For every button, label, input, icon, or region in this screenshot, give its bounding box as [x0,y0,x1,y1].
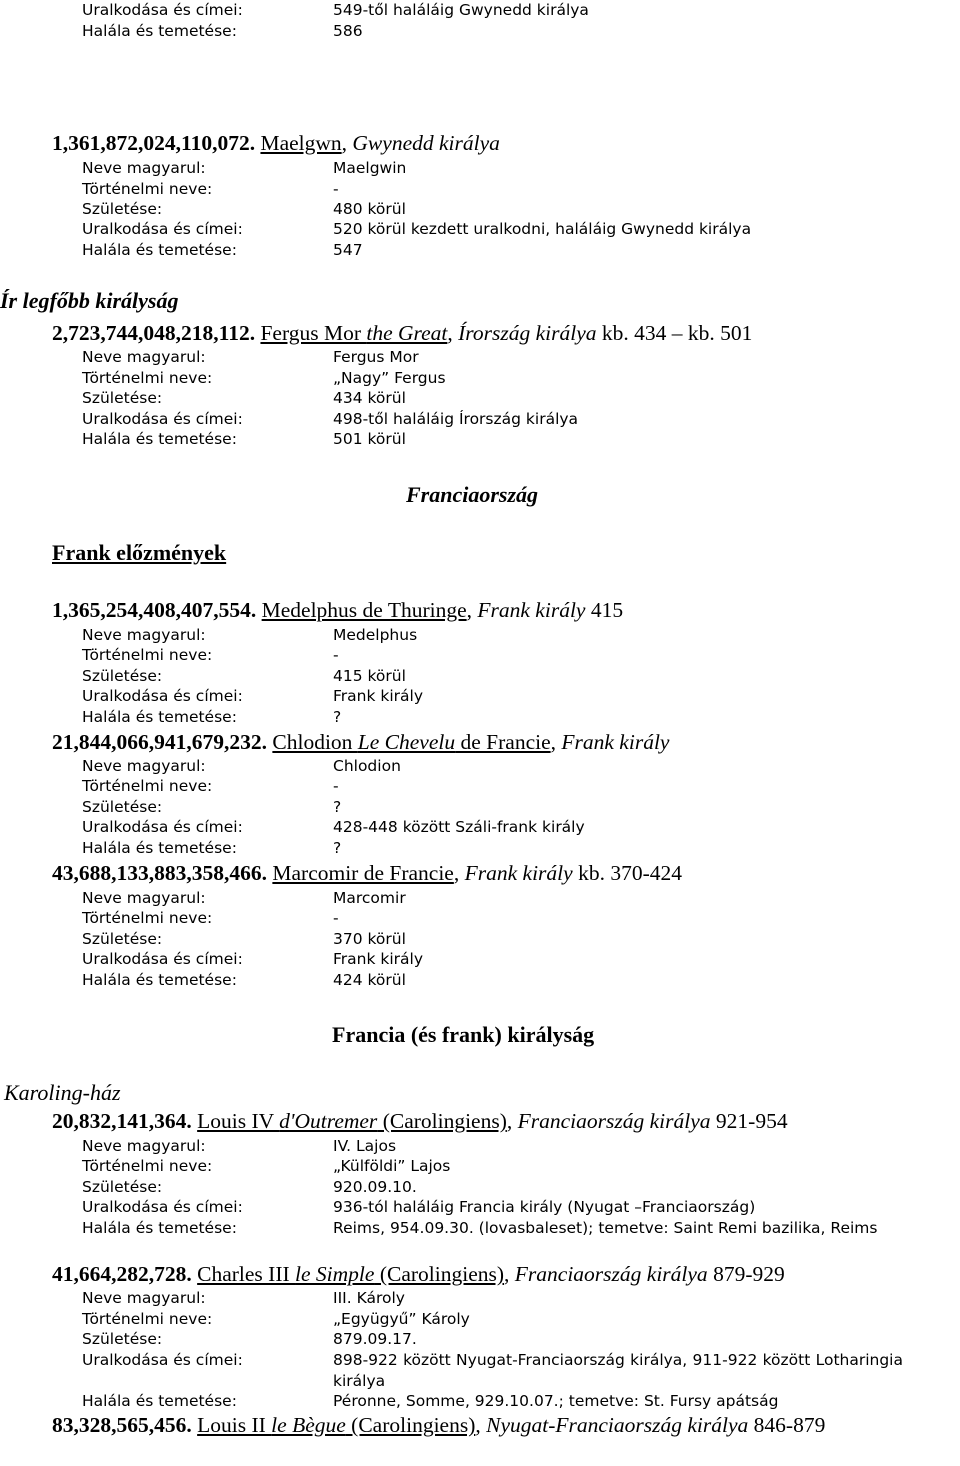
separator: , [506,1109,518,1133]
field-row-reign [82,409,942,430]
field-value: 434 körül [333,389,406,407]
separator: , [466,598,478,622]
person-epithet: d'Outremer [279,1109,378,1133]
field-label: Születése: [82,667,163,685]
person-link[interactable] [272,730,550,754]
field-label: Történelmi neve: [82,369,213,387]
field-value: Reims, 954.09.30. (lovasbaleset); temetve: Saint Remi bazilika, Reims [333,1219,878,1237]
field-row-name [82,1288,942,1309]
field-label: Halála és temetése: [82,1392,237,1410]
field-value: 498-től haláláig Írország királya [333,410,579,428]
field-label: Történelmi neve: [82,180,213,198]
person-epithet: the Great [366,321,448,345]
entry-heading [52,1108,952,1134]
field-label: Születése: [82,200,163,218]
field-label: Neve magyarul: [82,889,206,907]
field-row-name [82,756,942,777]
field-label: Halála és temetése: [82,1219,237,1237]
person-title: Franciaország királya [517,1109,711,1133]
person-title: Franciaország királya [514,1262,708,1286]
field-value: - [333,777,339,795]
field-row-reign [82,686,942,707]
field-label: Történelmi neve: [82,1157,213,1175]
person-dates: 846-879 [748,1413,826,1437]
field-value: Maelgwin [333,159,407,177]
separator: , [550,730,562,754]
field-value: III. Károly [333,1289,405,1307]
field-label: Születése: [82,389,163,407]
field-row-death [82,707,942,728]
field-label: Neve magyarul: [82,348,206,366]
person-dates: kb. 434 – kb. 501 [596,321,753,345]
field-label: Történelmi neve: [82,909,213,927]
person-title: Nyugat-Franciaország királya [486,1413,749,1437]
section-heading-francia-kiralysag: Francia (és frank) királyság [332,1022,595,1047]
field-row-death [82,1218,942,1260]
person-link-house: de Francie [455,730,551,754]
field-row-death [82,240,942,261]
field-row-historical [82,645,942,666]
field-label: Neve magyarul: [82,757,206,775]
field-row-birth [82,1177,942,1198]
separator: , [475,1413,487,1437]
entry-number: 43,688,133,883,358,466. [52,861,267,885]
field-value: IV. Lajos [333,1137,397,1155]
field-row-birth [82,666,942,687]
separator: , [341,131,353,155]
field-row-reign [82,1350,942,1392]
field-value: 549-től haláláig Gwynedd királya [333,1,589,19]
field-label: Uralkodása és címei: [82,818,243,836]
field-label: Neve magyarul: [82,1137,206,1155]
field-value: 879.09.17. [333,1330,417,1348]
field-value: 586 [333,22,363,40]
person-link-name: Fergus Mor [260,321,367,345]
field-value: Péronne, Somme, 929.10.07.; temetve: St. Fursy apátság [333,1392,779,1410]
field-label: Születése: [82,798,163,816]
person-link[interactable] [197,1413,475,1437]
field-row-name [82,888,942,909]
field-row-birth [82,929,942,950]
field-row-reign [82,219,942,240]
entry-heading [52,320,952,346]
field-row-historical [82,368,942,389]
field-label: Uralkodása és címei: [82,410,243,428]
separator: , [504,1262,515,1286]
field-row-death [82,970,942,991]
person-link[interactable]: Marcomir de Francie [272,861,454,885]
field-value: ? [333,839,342,857]
field-value: 920.09.10. [333,1178,417,1196]
field-row-reign [82,1197,942,1218]
field-label: Uralkodása és címei: [82,1198,243,1216]
field-value: 501 körül [333,430,406,448]
field-value: Medelphus [333,626,418,644]
field-value: - [333,646,339,664]
separator: , [447,321,459,345]
field-label: Neve magyarul: [82,1289,206,1307]
entry-heading [52,860,952,886]
field-label: Uralkodása és címei: [82,950,243,968]
person-link[interactable]: Maelgwn [260,131,342,155]
field-row-death [82,1391,942,1412]
person-link-name: Louis IV [197,1109,280,1133]
field-label: Történelmi neve: [82,1310,213,1328]
person-link-name: Charles III [197,1262,296,1286]
field-value: - [333,180,339,198]
field-value: „Nagy” Fergus [333,369,446,387]
field-value: „Együgyű” Károly [333,1310,470,1328]
field-row-birth [82,199,942,220]
field-label: Uralkodása és címei: [82,687,243,705]
field-value: 520 körül kezdett uralkodni, haláláig Gwynedd királya [333,220,752,238]
separator: , [453,861,465,885]
person-title: Frank király [477,598,586,622]
field-value: 936-tól haláláig Francia király (Nyugat –Franciaország) [333,1198,756,1216]
field-label: Uralkodása és címei: [82,1,243,19]
field-value: 424 körül [333,971,406,989]
person-epithet: le Bègue [271,1413,346,1437]
person-epithet: le Simple [295,1262,375,1286]
field-label: Neve magyarul: [82,626,206,644]
person-title: Frank király [464,861,573,885]
field-value: 480 körül [333,200,406,218]
field-label: Történelmi neve: [82,777,213,795]
field-row-name [82,1136,942,1157]
field-label: Halála és temetése: [82,241,237,259]
section-heading-karoling: Karoling-ház [4,1080,121,1105]
field-label: Történelmi neve: [82,646,213,664]
field-row-reign [82,817,942,838]
field-row-name [82,158,942,179]
field-value: Chlodion [333,757,401,775]
field-row-reign [82,949,942,970]
section-heading-franciaorszag: Franciaország [406,482,539,507]
entry-number: 83,328,565,456. [52,1413,192,1437]
field-value: 898-922 között Nyugat-Franciaország királya, 911-922 között Lotharingia királya [333,1351,903,1390]
field-label: Születése: [82,1330,163,1348]
field-label: Születése: [82,930,163,948]
entry-heading [52,130,952,156]
person-dates: 879-929 [707,1262,785,1286]
person-link-house: (Carolingiens) [377,1109,507,1133]
field-value: Marcomir [333,889,406,907]
entry-heading [52,729,952,755]
field-row-historical [82,908,942,929]
entry-number: 21,844,066,941,679,232. [52,730,267,754]
field-row-death [82,429,942,450]
person-title: Frank király [561,730,670,754]
entry-heading [52,1261,952,1287]
person-link[interactable]: Medelphus de Thuringe [261,598,467,622]
field-row-historical [82,1309,942,1330]
person-link-house: (Carolingiens) [345,1413,476,1437]
field-row-reign [82,0,942,21]
field-row-historical [82,776,942,797]
field-row-name [82,347,942,368]
field-row-birth [82,797,942,818]
field-label: Halála és temetése: [82,22,237,40]
field-value: 370 körül [333,930,406,948]
person-epithet: Le Chevelu [357,730,456,754]
entry-number: 1,361,872,024,110,072. [52,131,256,155]
person-link-house: (Carolingiens) [374,1262,505,1286]
entry-number: 2,723,744,048,218,112. [52,321,256,345]
person-link-name: Chlodion [272,730,358,754]
field-row-death [82,21,942,42]
field-value: 428-448 között Száli-frank király [333,818,585,836]
field-label: Halála és temetése: [82,708,237,726]
field-value: 415 körül [333,667,406,685]
field-value: ? [333,798,342,816]
field-value: ? [333,708,342,726]
field-row-death [82,838,942,859]
person-dates: 415 [585,598,624,622]
field-label: Uralkodása és címei: [82,220,243,238]
person-link-name: Louis II [197,1413,272,1437]
section-heading-ir: Ír legfőbb királyság [0,288,179,313]
field-row-historical [82,1156,942,1177]
field-label: Halála és temetése: [82,430,237,448]
field-label: Halála és temetése: [82,839,237,857]
field-value: 547 [333,241,363,259]
field-label: Neve magyarul: [82,159,206,177]
person-dates: kb. 370-424 [572,861,682,885]
entry-heading [52,597,952,623]
person-title: Írország királya [458,321,597,345]
person-dates: 921-954 [710,1109,788,1133]
field-label: Uralkodása és címei: [82,1351,243,1369]
person-link[interactable] [260,321,447,345]
field-row-historical [82,179,942,200]
field-label: Halála és temetése: [82,971,237,989]
person-link[interactable] [197,1262,504,1286]
field-row-name [82,625,942,646]
field-value: „Külföldi” Lajos [333,1157,451,1175]
section-heading-frank-elozmenyek: Frank előzmények [52,540,227,565]
entry-number: 41,664,282,728. [52,1262,192,1286]
entry-heading [52,1410,960,1440]
entry-number: 1,365,254,408,407,554. [52,598,257,622]
field-label: Születése: [82,1178,163,1196]
field-row-birth [82,1329,942,1350]
field-row-birth [82,388,942,409]
field-value: Frank király [333,950,424,968]
person-title: Gwynedd királya [352,131,500,155]
person-link[interactable] [197,1109,507,1133]
field-value: Fergus Mor [333,348,419,366]
entry-number: 20,832,141,364. [52,1109,192,1133]
field-value: - [333,909,339,927]
field-value: Frank király [333,687,424,705]
